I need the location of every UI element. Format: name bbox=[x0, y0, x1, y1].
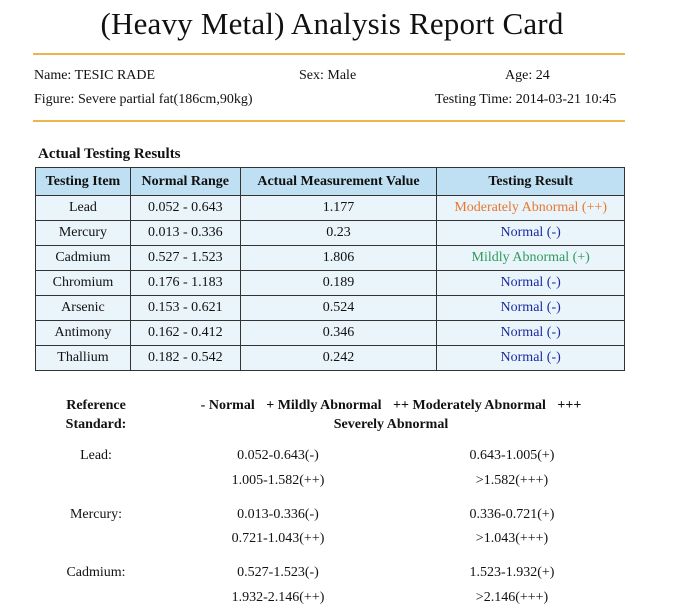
reference-legend bbox=[176, 396, 606, 434]
reference-normal: 0.013-0.336(-) bbox=[237, 507, 319, 522]
table-row bbox=[36, 271, 625, 296]
patient-age: Age: 24 bbox=[505, 68, 550, 83]
row-range: 0.527 - 1.523 bbox=[130, 246, 240, 271]
row-item: Chromium bbox=[36, 271, 131, 296]
row-value: 0.242 bbox=[240, 346, 437, 371]
reference-normal: 0.052-0.643(-) bbox=[237, 448, 319, 463]
row-value: 1.806 bbox=[240, 246, 437, 271]
row-value: 1.177 bbox=[240, 196, 437, 221]
header-normal-range: Normal Range bbox=[130, 168, 240, 196]
patient-sex: Sex: Male bbox=[299, 68, 357, 83]
row-result: Normal (-) bbox=[437, 321, 625, 346]
reference-moderate: 1.005-1.582(++) bbox=[231, 473, 325, 488]
row-result: Moderately Abnormal (++) bbox=[437, 196, 625, 221]
header-measurement-value: Actual Measurement Value bbox=[240, 168, 437, 196]
row-range: 0.182 - 0.542 bbox=[130, 346, 240, 371]
report-title: (Heavy Metal) Analysis Report Card bbox=[100, 6, 564, 41]
reference-mild: 0.643-1.005(+) bbox=[469, 448, 555, 463]
header-testing-result: Testing Result bbox=[437, 168, 625, 196]
legend-mild: + Mildly Abnormal bbox=[266, 398, 382, 413]
reference-moderate: 1.932-2.146(++) bbox=[231, 590, 325, 605]
results-table bbox=[35, 167, 625, 371]
legend-severe-symbol: +++ bbox=[557, 398, 582, 413]
reference-severe: >1.043(+++) bbox=[475, 531, 549, 546]
row-value: 0.23 bbox=[240, 221, 437, 246]
row-item: Cadmium bbox=[36, 246, 131, 271]
row-value: 0.189 bbox=[240, 271, 437, 296]
row-result: Normal (-) bbox=[437, 346, 625, 371]
row-item: Thallium bbox=[36, 346, 131, 371]
legend-moderate: ++ Moderately Abnormal bbox=[393, 398, 546, 413]
row-item: Lead bbox=[36, 196, 131, 221]
patient-figure: Figure: Severe partial fat(186cm,90kg) bbox=[34, 92, 253, 107]
row-result: Mildly Abnormal (+) bbox=[437, 246, 625, 271]
row-result: Normal (-) bbox=[437, 221, 625, 246]
reference-label bbox=[36, 396, 156, 434]
row-result: Normal (-) bbox=[437, 271, 625, 296]
reference-normal: 0.527-1.523(-) bbox=[237, 565, 319, 580]
table-row bbox=[36, 321, 625, 346]
legend-severe: Severely Abnormal bbox=[333, 417, 449, 432]
row-range: 0.153 - 0.621 bbox=[130, 296, 240, 321]
row-value: 0.346 bbox=[240, 321, 437, 346]
reference-mild: 1.523-1.932(+) bbox=[469, 565, 555, 580]
legend-normal: - Normal bbox=[200, 398, 255, 413]
reference-moderate: 0.721-1.043(++) bbox=[231, 531, 325, 546]
top-divider bbox=[33, 53, 625, 55]
row-value: 0.524 bbox=[240, 296, 437, 321]
table-row bbox=[36, 346, 625, 371]
reference-element-name: Lead: bbox=[80, 448, 112, 463]
row-result: Normal (-) bbox=[437, 296, 625, 321]
reference-severe: >1.582(+++) bbox=[475, 473, 549, 488]
reference-severe: >2.146(+++) bbox=[475, 590, 549, 605]
reference-mild: 0.336-0.721(+) bbox=[469, 507, 555, 522]
table-header-row bbox=[36, 168, 625, 196]
row-range: 0.052 - 0.643 bbox=[130, 196, 240, 221]
reference-label-line1: Reference bbox=[66, 398, 126, 413]
reference-label-line2: Standard: bbox=[65, 417, 127, 432]
reference-element-name: Cadmium: bbox=[66, 565, 126, 580]
patient-name: Name: TESIC RADE bbox=[34, 68, 156, 83]
reference-element-name: Mercury: bbox=[69, 507, 123, 522]
bottom-divider bbox=[33, 120, 625, 122]
row-item: Mercury bbox=[36, 221, 131, 246]
row-range: 0.013 - 0.336 bbox=[130, 221, 240, 246]
table-row bbox=[36, 296, 625, 321]
testing-time: Testing Time: 2014-03-21 10:45 bbox=[435, 92, 617, 107]
header-testing-item: Testing Item bbox=[36, 168, 131, 196]
row-item: Arsenic bbox=[36, 296, 131, 321]
table-row bbox=[36, 196, 625, 221]
table-row bbox=[36, 221, 625, 246]
row-range: 0.176 - 1.183 bbox=[130, 271, 240, 296]
row-item: Antimony bbox=[36, 321, 131, 346]
table-row bbox=[36, 246, 625, 271]
section-title: Actual Testing Results bbox=[38, 146, 181, 162]
row-range: 0.162 - 0.412 bbox=[130, 321, 240, 346]
